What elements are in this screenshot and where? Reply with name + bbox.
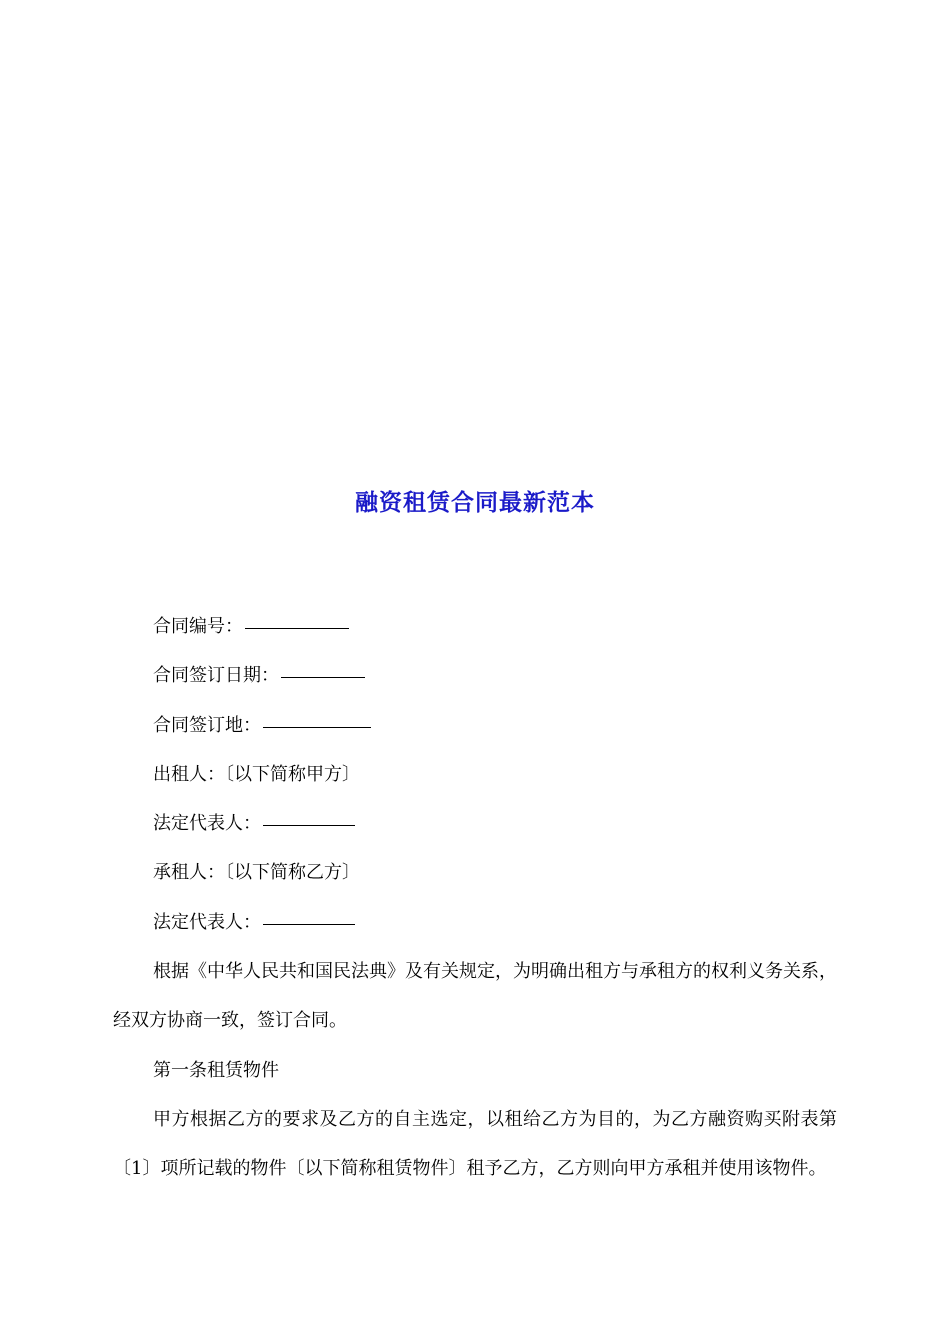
intro-paragraph: 根据《中华人民共和国民法典》及有关规定，为明确出租方与承租方的权利义务关系，经双方协商一致，签订合同。 xyxy=(113,961,837,1032)
sign-date-blank xyxy=(281,677,365,678)
sign-place-field xyxy=(113,701,837,750)
lessee-field xyxy=(113,848,837,897)
contract-number-field xyxy=(113,602,837,651)
lessor-representative-field xyxy=(113,799,837,848)
article-1-heading: 第一条租赁物件 xyxy=(153,1059,279,1081)
sign-date-field xyxy=(113,651,837,700)
sign-place-label: 合同签订地： xyxy=(153,714,261,736)
lessee-label: 承租人：〔以下简称乙方〕 xyxy=(153,862,360,884)
sign-place-blank xyxy=(263,727,371,728)
lessor-representative-label: 法定代表人： xyxy=(153,813,261,835)
lessor-field xyxy=(113,750,837,799)
contract-number-label: 合同编号： xyxy=(153,616,243,637)
lessor-representative-blank xyxy=(263,825,355,826)
lessee-representative-field xyxy=(113,898,837,947)
lessor-label: 出租人：〔以下简称甲方〕 xyxy=(153,763,360,785)
contract-number-blank xyxy=(245,628,349,629)
article-1-body: 甲方根据乙方的要求及乙方的自主选定，以租给乙方为目的，为乙方融资购买附表第〔1〕项所记载的物件〔以下简称租赁物件〕租予乙方，乙方则向甲方承租并使用该物件。 xyxy=(113,1108,837,1180)
lessee-representative-label: 法定代表人： xyxy=(153,911,261,933)
document-body xyxy=(113,602,837,1194)
document-title: 融资租赁合同最新范本 xyxy=(355,489,595,516)
lessee-representative-blank xyxy=(263,924,355,925)
sign-date-label: 合同签订日期： xyxy=(153,665,279,687)
